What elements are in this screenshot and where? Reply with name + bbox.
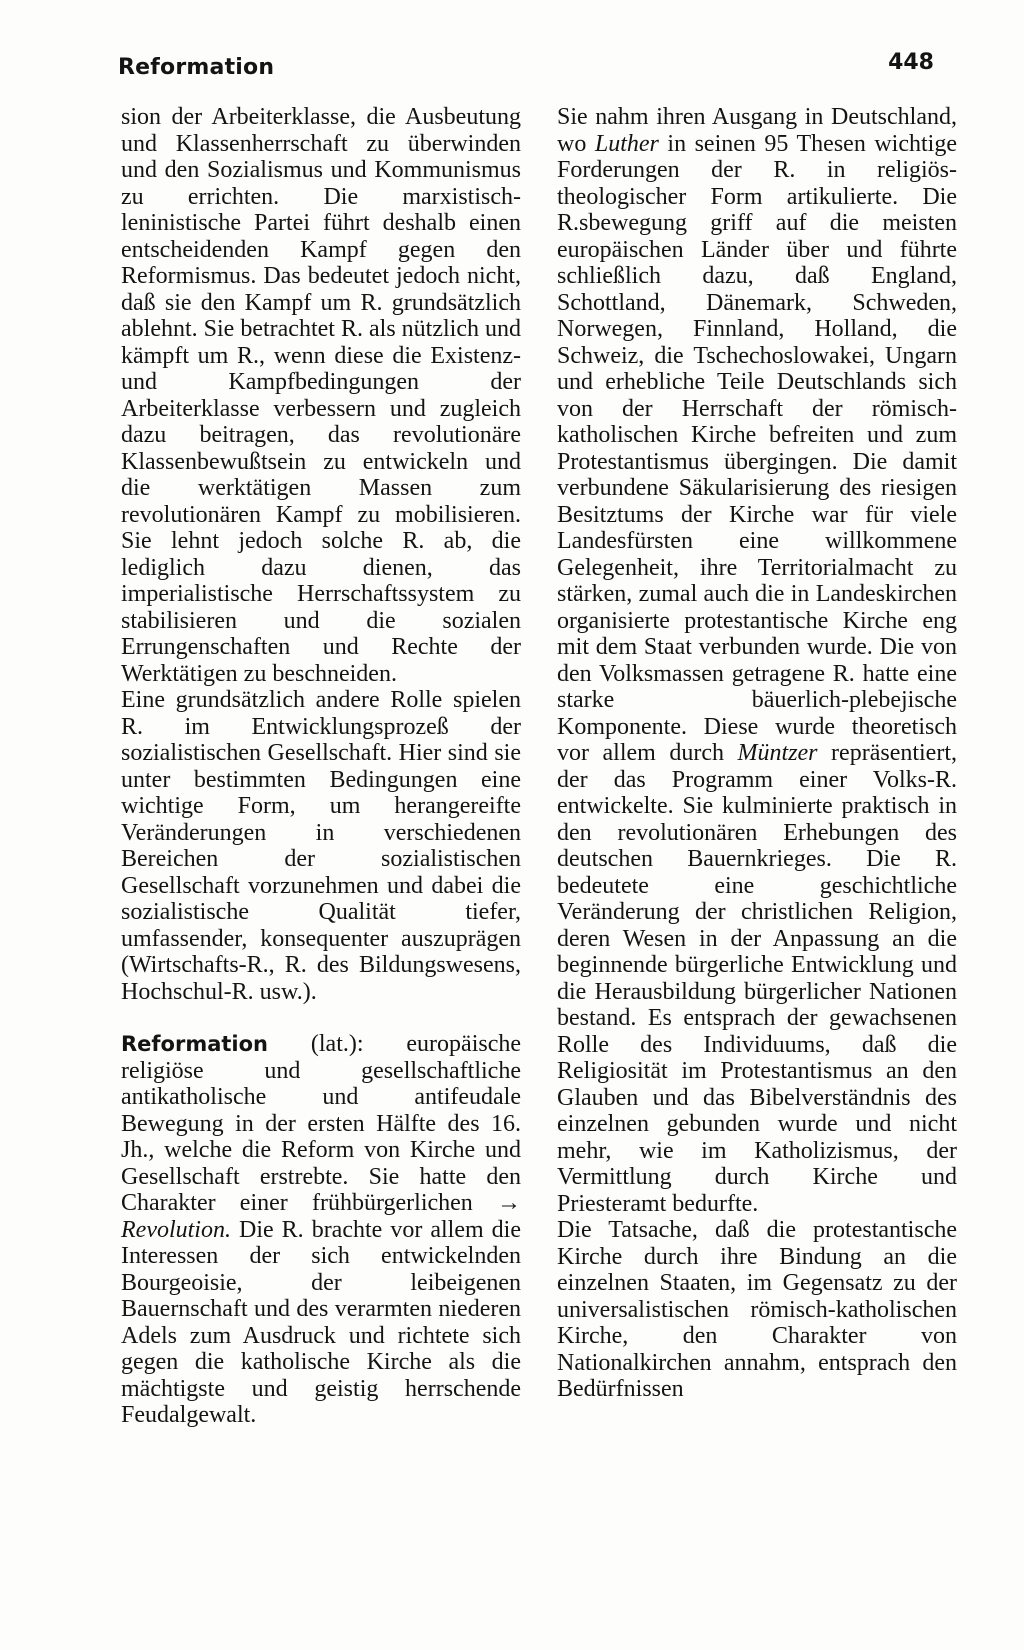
- name-reference: Müntzer: [737, 740, 818, 766]
- entry-term: Reformation: [121, 1032, 268, 1056]
- text-run: repräsentiert, der das Programm einer Volks-R. entwickelte. Sie kulminierte praktisch in den revolutionären Erhebungen des deutschen Bauernkrieges. Die R. bedeutete eine geschichtliche Veränderung der christlichen Religion, deren Wesen in der Anpassung an die beginnende bürgerliche Entwicklung und die Herausbildung bürgerlicher Nationen bestand. Es entsprach der gewachsenen Rolle des Individuums, daß die Religiosität im Protestantismus an den Glauben und das Bibelverständnis des einzelnen gebunden wurde und nicht mehr, wie im Katholizismus, der Vermittlung durch Kirche und Priesteramt bedurfte.: [557, 740, 957, 1217]
- name-reference: Luther: [594, 130, 659, 157]
- entry-text: Die R. brachte vor allem die Interessen der sich entwickelnden Bourgeoisie, der leibeigenen Bauernschaft und des verarmten niederen Adels zum Ausdruck und richtete sich gegen die katholische Kirche als die mächtigste und geistig herrschende Feudalgewalt.: [121, 1216, 521, 1428]
- right-column: [557, 104, 957, 1403]
- paragraph: Eine grundsätzlich andere Rolle spielen R. im Entwicklungsprozeß der sozialistischen Gesellschaft. Hier sind sie unter bestimmten Bedingungen eine wichtige Form, um herangereifte Veränderungen in verschiedenen Bereichen der sozialistischen Gesellschaft vorzunehmen und dabei die sozialistische Qualität tiefer, umfassender, konsequenter auszuprägen (Wirtschafts-R., R. des Bildungswesens, Hochschul-R. usw.).: [121, 687, 521, 1005]
- text-run: in seinen 95 Thesen wichtige Forderungen der R. in religiös-theologischer Form artikulierte. Die R.sbewegung griff auf die meisten europäischen Länder über und führte schließlich dazu, daß England, Schottland, Dänemark, Schweden, Norwegen, Finnland, Holland, die Schweiz, die Tschechoslowakei, Ungarn und erhebliche Teile Deutschlands sich von der Herrschaft der römisch-katholischen Kirche befreiten und zum Protestantismus übergingen. Die damit verbundene Säkularisierung des riesigen Besitztums der Kirche war für viele Landesfürsten eine willkommene Gelegenheit, ihre Territorialmacht zu stärken, zumal auch die in Landeskirchen organisierte protestantische Kirche eng mit dem Staat verbunden wurde. Die von den Volksmassen getragene R. hatte eine starke bäuerlich-plebejische Komponente. Diese wurde theoretisch vor allem durch: [557, 130, 957, 766]
- paragraph: sion der Arbeiterklasse, die Ausbeutung und Klassenherrschaft zu überwinden und den Sozialismus und Kommunismus zu errichten. Die marxistisch-leninistische Partei führt deshalb einen entscheidenden Kampf gegen den Reformismus. Das bedeutet jedoch nicht, daß sie den Kampf um R. grundsätzlich ablehnt. Sie betrachtet R. als nützlich und kämpft um R., wenn diese die Existenz- und Kampfbedingungen der Arbeiterklasse verbessern und zugleich dazu beitragen, das revolutionäre Klassenbewußtsein zu entwickeln und die werktätigen Massen zum revolutionären Kampf zu mobilisieren. Sie lehnt jedoch solche R. ab, die lediglich dazu dienen, das imperialistische Herrschaftssystem zu stabilisieren und die sozialen Errungenschaften und Rechte der Werktätigen zu beschneiden.: [121, 104, 521, 687]
- running-head: Reformation: [118, 55, 275, 80]
- paragraph: Die Tatsache, daß die protestantische Kirche durch ihre Bindung an die einzelnen Staaten, im Gegensatz zu der universalistischen römisch-katholischen Kirche, den Charakter von Nationalkirchen annahm, entsprach den Bedürfnissen: [557, 1217, 957, 1402]
- dictionary-entry: [121, 1031, 521, 1429]
- left-column: [121, 104, 521, 1429]
- page-number: 448: [888, 50, 934, 75]
- cross-reference: Revolution.: [121, 1216, 231, 1243]
- paragraph: [557, 104, 957, 1217]
- text-run: Sie nahm ihren Ausgang in Deutschland, wo: [557, 104, 957, 157]
- entry-text: (lat.): europäische religiöse und gesellschaftliche antikatholische und antifeudale Bewegung in der ersten Hälfte des 16. Jh., welche die Reform von Kirche und Gesellschaft erstrebte. Sie hatte den Charakter einer frühbürgerlichen →: [121, 1031, 521, 1216]
